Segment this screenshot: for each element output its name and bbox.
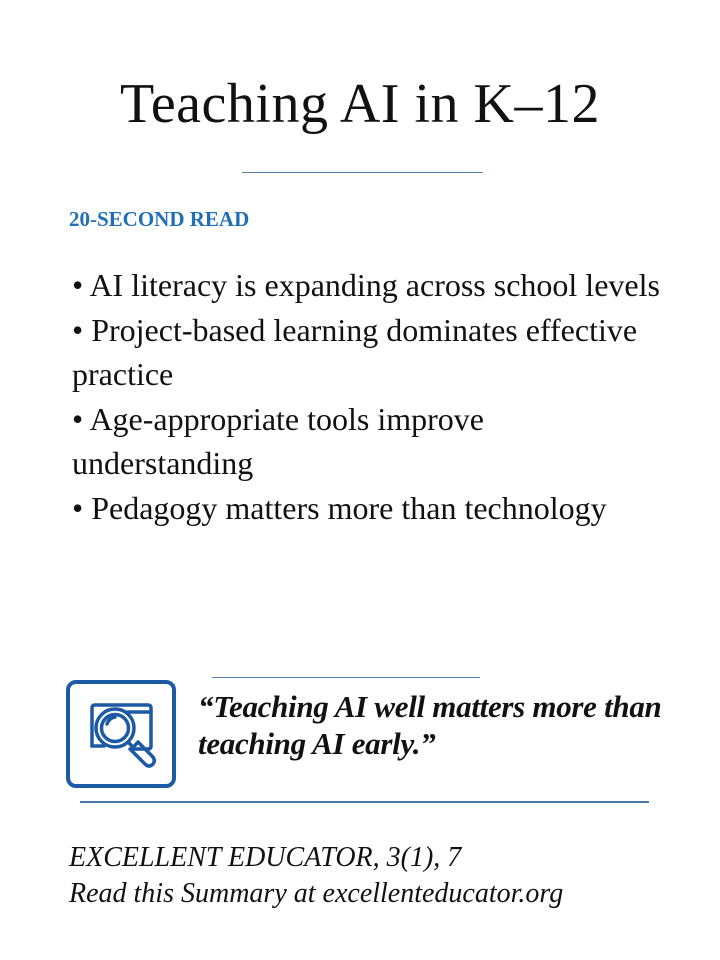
pull-quote: “Teaching AI well matters more than teaching AI early.” [198, 689, 662, 761]
citation-block [69, 840, 563, 912]
bullet-item: • Project-based learning dominates effective practice [72, 311, 638, 392]
summary-bullet-list [72, 263, 672, 530]
citation-source: EXCELLENT EDUCATOR, 3(1), 7 [69, 842, 462, 873]
quote-bottom-divider [80, 801, 649, 803]
read-time-label: 20-SECOND READ [69, 207, 250, 231]
magnifier-icon [70, 684, 172, 784]
title-divider [242, 172, 483, 173]
quote-top-divider [212, 677, 480, 678]
bullet-item: • Pedagogy matters more than technology [72, 489, 607, 526]
bullet-item: • AI literacy is expanding across school levels [72, 267, 660, 303]
bullet-item: • Age-appropriate tools improve understanding [72, 400, 484, 481]
magnifier-over-screen-icon [66, 680, 176, 788]
page-title: Teaching AI in K–12 [120, 73, 600, 135]
summary-link[interactable]: Read this Summary at excellenteducator.org [69, 878, 564, 909]
